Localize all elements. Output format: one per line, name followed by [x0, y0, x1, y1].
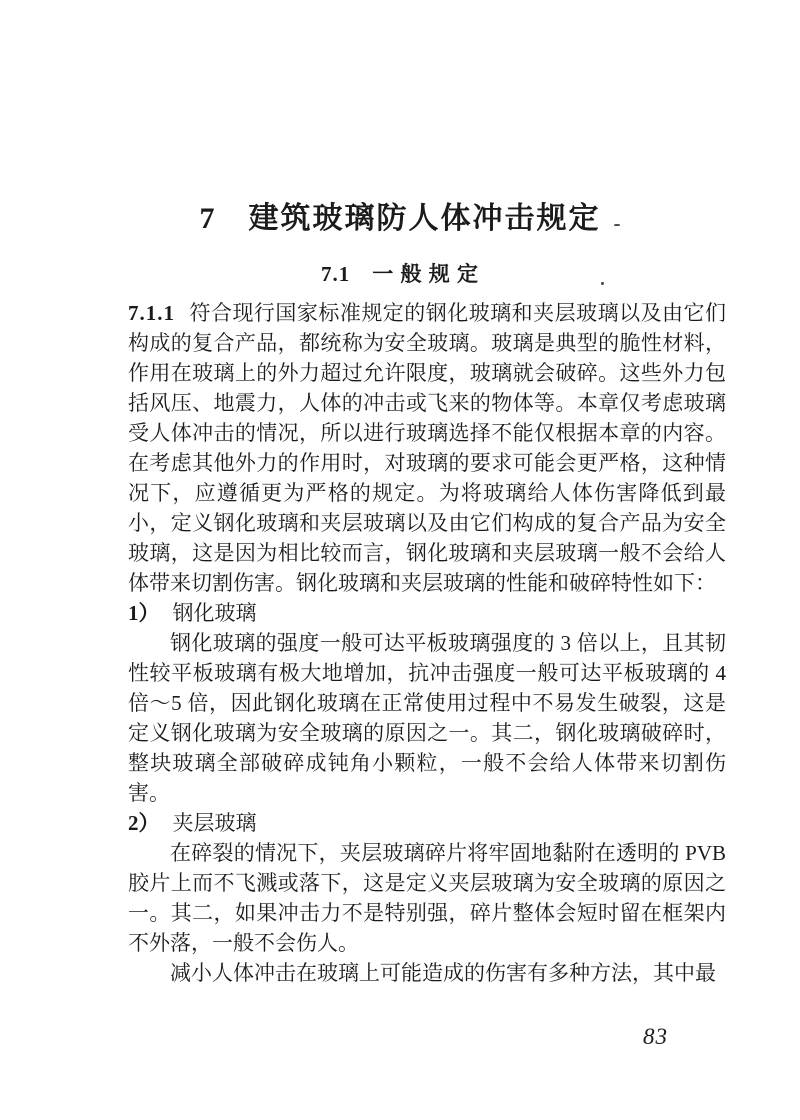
scan-artifact-dot: [614, 224, 620, 226]
list-item-2-heading: [128, 808, 726, 838]
clause-number: 7.1.1: [128, 301, 175, 325]
list-item-1-number: 1）: [128, 601, 160, 625]
scan-artifact-dot: [601, 282, 604, 285]
chapter-title: 7 建筑玻璃防人体冲击规定: [199, 202, 601, 235]
list-item-1-paragraph: 钢化玻璃的强度一般可达平板玻璃强度的 3 倍以上，且其韧性较平板玻璃有极大地增加，抗冲击强度一般可达平板玻璃的 4 倍～5 倍，因此钢化玻璃在正常使用过程中不易发生破裂，这是定义钢化玻璃为安全玻璃的原因之一。其二，钢化玻璃破碎时，整块玻璃全部破碎成钝角小颗粒，一般不会给人体带来切割伤害。: [128, 631, 726, 805]
list-item-2-paragraph: 在碎裂的情况下，夹层玻璃碎片将牢固地黏附在透明的 PVB 胶片上而不飞溅或落下，这是定义夹层玻璃为安全玻璃的原因之一。其二，如果冲击力不是特别强，碎片整体会短时留在框架内不外落，一般不会伤人。: [128, 841, 726, 955]
closing-paragraph: 减小人体冲击在玻璃上可能造成的伤害有多种方法，其中最: [170, 961, 716, 985]
clause-text: 符合现行国家标准规定的钢化玻璃和夹层玻璃以及由它们构成的复合产品，都统称为安全玻璃。玻璃是典型的脆性材料，作用在玻璃上的外力超过允许限度，玻璃就会破碎。这些外力包括风压、地震力，人体的冲击或飞来的物体等。本章仅考虑玻璃受人体冲击的情况，所以进行玻璃选择不能仅根据本章的内容。在考虑其他外力的作用时，对玻璃的要求可能会更严格，这种情况下，应遵循更为严格的规定。为将玻璃给人体伤害降低到最小，定义钢化玻璃和夹层玻璃以及由它们构成的复合产品为安全玻璃，这是因为相比较而言，钢化玻璃和夹层玻璃一般不会给人体带来切割伤害。钢化玻璃和夹层玻璃的性能和破碎特性如下：: [128, 301, 726, 595]
body-text: [128, 298, 726, 988]
list-item-1-title: 钢化玻璃: [172, 601, 257, 625]
list-item-2-number: 2）: [128, 811, 160, 835]
page-number: 83: [643, 1024, 668, 1049]
list-item-2-title: 夹层玻璃: [172, 811, 257, 835]
clause-7-1-1: [128, 298, 726, 598]
section-heading: 7.1 一 般 规 定: [321, 262, 479, 286]
list-item-1-heading: [128, 598, 726, 628]
